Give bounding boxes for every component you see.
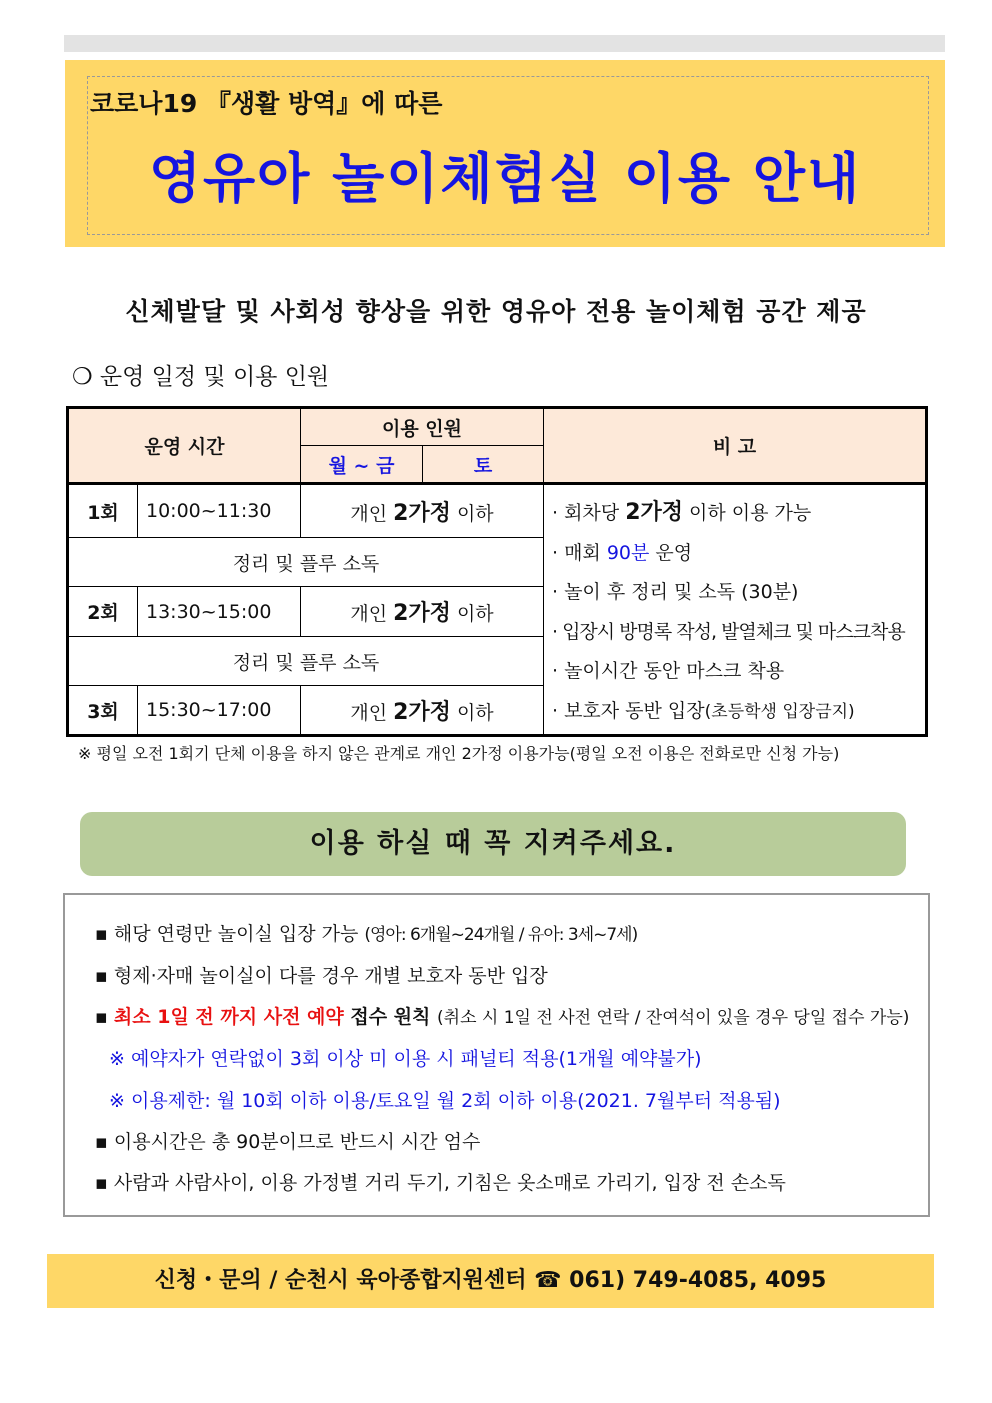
lead-text: 신체발달 및 사회성 향상을 위한 영유아 전용 놀이체험 공간 제공: [125, 297, 867, 326]
rule-2: ▪ 형제·자매 놀이실이 다를 경우 개별 보호자 동반 입장: [95, 965, 548, 987]
note-5: · 놀이시간 동안 마스크 착용: [552, 660, 785, 682]
session-no: 2회: [68, 587, 138, 637]
notes-cell: [544, 484, 927, 736]
cleaning-row: 정리 및 플루 소독: [68, 538, 544, 587]
note-6: · 보호자 동반 입장(초등학생 입장금지): [552, 699, 855, 722]
session-capacity: 개인 2가정 이하: [301, 686, 544, 736]
page-title: 영유아 놀이체험실 이용 안내: [148, 147, 862, 210]
schedule-table: [66, 406, 928, 737]
contact-footer: 신청・문의 / 순천시 육아종합지원센터 ☎ 061) 749-4085, 4095: [47, 1254, 934, 1308]
rules-banner: 이용 하실 때 꼭 지켜주세요.: [80, 812, 906, 876]
rule-6: ▪ 이용시간은 총 90분이므로 반드시 시간 엄수: [95, 1131, 481, 1153]
subtitle: 코로나19 『생활 방역』에 따른: [90, 89, 443, 118]
session-no: 3회: [68, 686, 138, 736]
rule-penalty: ※ 예약자가 연락없이 3회 이상 미 이용 시 패널티 적용(1개월 예약불가): [109, 1048, 702, 1070]
session-time: 10:00~11:30: [138, 484, 301, 538]
phone-icon: ☎: [534, 1268, 562, 1293]
session-no: 1회: [68, 484, 138, 538]
header-note: 비 고: [544, 408, 927, 484]
section-heading: ❍ 운영 일정 및 이용 인원: [72, 364, 330, 390]
session-capacity: 개인 2가정 이하: [301, 587, 544, 637]
table-footnote: ※ 평일 오전 1회기 단체 이용을 하지 않은 관계로 개인 2가정 이용가능(평일 오전 이용은 전화로만 신청 가능): [78, 744, 840, 763]
header-weekday: 월 ~ 금: [301, 446, 423, 484]
header-people: 이용 인원: [301, 408, 544, 446]
rules-box: [63, 893, 930, 1217]
cleaning-row: 정리 및 플루 소독: [68, 637, 544, 686]
note-3: · 놀이 후 정리 및 소독 (30분): [552, 581, 799, 603]
note-4: · 입장시 방명록 작성, 발열체크 및 마스크착용: [552, 620, 905, 643]
session-time: 15:30~17:00: [138, 686, 301, 736]
note-2: · 매회 90분 운영: [552, 541, 693, 564]
header-time: 운영 시간: [68, 408, 301, 484]
session-capacity: 개인 2가정 이하: [301, 484, 544, 538]
title-banner: [65, 60, 945, 247]
session-time: 13:30~15:00: [138, 587, 301, 637]
rule-3: ▪ 최소 1일 전 까지 사전 예약 접수 원칙 (취소 시 1일 전 사전 연락 / 잔여석이 있을 경우 당일 접수 가능): [95, 1006, 910, 1028]
note-1: · 회차당 2가정 이하 이용 가능: [552, 500, 812, 525]
header-saturday: 토: [423, 446, 544, 484]
top-bar: [64, 35, 945, 52]
rule-7: ▪ 사람과 사람사이, 이용 가정별 거리 두기, 기침은 옷소매로 가리기, 입장 전 손소독: [95, 1172, 786, 1194]
rule-1: ▪ 해당 연령만 놀이실 입장 가능 (영아: 6개월~24개월 / 유아: 3세~7세): [95, 923, 638, 945]
rule-limit: ※ 이용제한: 월 10회 이하 이용/토요일 월 2회 이하 이용(2021. 7월부터 적용됨): [109, 1090, 781, 1112]
